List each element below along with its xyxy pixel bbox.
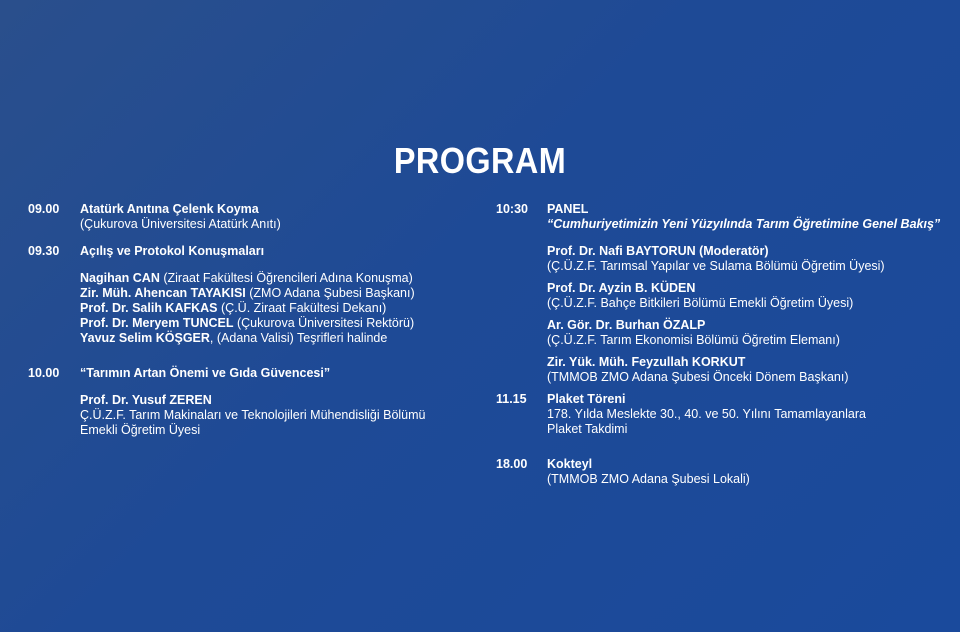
- speaker-line: [80, 301, 448, 316]
- panelist-name: Prof. Dr. Ayzin B. KÜDEN: [547, 281, 696, 295]
- entry-subtitle: (Çukurova Üniversitesi Atatürk Anıtı): [80, 217, 281, 231]
- speaker-name: Nagihan CAN: [80, 271, 160, 285]
- entry-title: Kokteyl: [547, 457, 593, 471]
- speaker-desc: , (Adana Valisi) Teşrifleri halinde: [209, 331, 388, 345]
- speaker-desc: Emekli Öğretim Üyesi: [80, 423, 201, 437]
- entry-time: 09.30: [28, 244, 60, 258]
- speaker-name: Prof. Dr. Meryem TUNCEL: [80, 316, 234, 330]
- panelist-desc: (Ç.Ü.Z.F. Tarım Ekonomisi Bölümü Öğretim Elemanı): [547, 333, 840, 347]
- entry-time: 10:30: [496, 202, 528, 216]
- speaker-line: [80, 331, 448, 346]
- speaker-name: Zir. Müh. Ahencan TAYAKISI: [80, 286, 246, 300]
- speaker-desc: (Ç.Ü. Ziraat Fakültesi Dekanı): [217, 301, 387, 315]
- entry-time: 09.00: [28, 202, 60, 216]
- program-right-column: [496, 202, 946, 487]
- program-entry-0900: [28, 202, 448, 232]
- panelist-desc: (TMMOB ZMO Adana Şubesi Önceki Dönem Başkanı): [547, 370, 849, 384]
- entry-desc: Plaket Takdimi: [547, 422, 628, 436]
- program-entry-1000: [28, 366, 448, 438]
- panel-subtitle: “Cumhuriyetimizin Yeni Yüzyılında Tarım Öğretimine Genel Bakış”: [547, 217, 941, 231]
- entry-title: “Tarımın Artan Önemi ve Gıda Güvencesi”: [80, 366, 331, 380]
- entry-title: Açılış ve Protokol Konuşmaları: [80, 244, 265, 258]
- program-entry-1800: [496, 457, 946, 487]
- speaker-line: [80, 316, 448, 331]
- speaker-desc: (Çukurova Üniversitesi Rektörü): [233, 316, 415, 330]
- program-entry-0930: [28, 244, 448, 346]
- speaker-name: Prof. Dr. Salih KAFKAS: [80, 301, 218, 315]
- panelist-desc: (Ç.Ü.Z.F. Tarımsal Yapılar ve Sulama Bölümü Öğretim Üyesi): [547, 259, 885, 273]
- speaker-line: [80, 286, 448, 301]
- speaker-desc: (Ziraat Fakültesi Öğrencileri Adına Konuşma): [159, 271, 413, 285]
- speaker-name: Yavuz Selim KÖŞGER: [80, 331, 210, 345]
- speaker-name: Prof. Dr. Yusuf ZEREN: [80, 393, 212, 407]
- entry-time: 11.15: [496, 392, 527, 406]
- entry-time: 10.00: [28, 366, 60, 380]
- program-entry-1030: [496, 202, 946, 385]
- entry-desc: 178. Yılda Meslekte 30., 40. ve 50. Yılını Tamamlayanlara: [547, 407, 866, 421]
- panelist-desc: (Ç.Ü.Z.F. Bahçe Bitkileri Bölümü Emekli Öğretim Üyesi): [547, 296, 854, 310]
- speaker-desc: Ç.Ü.Z.F. Tarım Makinaları ve Teknolojileri Mühendisliği Bölümü: [80, 408, 426, 422]
- entry-desc: (TMMOB ZMO Adana Şubesi Lokali): [547, 472, 750, 486]
- program-entry-1115: [496, 392, 946, 437]
- page-title: PROGRAM: [393, 140, 567, 181]
- panelist-name: Ar. Gör. Dr. Burhan ÖZALP: [547, 318, 706, 332]
- panelist-name: Prof. Dr. Nafi BAYTORUN (Moderatör): [547, 244, 769, 258]
- speaker-desc: (ZMO Adana Şubesi Başkanı): [245, 286, 415, 300]
- panelist-name: Zir. Yük. Müh. Feyzullah KORKUT: [547, 355, 746, 369]
- entry-time: 18.00: [496, 457, 528, 471]
- entry-title: Atatürk Anıtına Çelenk Koyma: [80, 202, 259, 216]
- program-left-column: [28, 202, 448, 438]
- entry-title: PANEL: [547, 202, 589, 216]
- speaker-line: [80, 271, 448, 286]
- entry-title: Plaket Töreni: [547, 392, 626, 406]
